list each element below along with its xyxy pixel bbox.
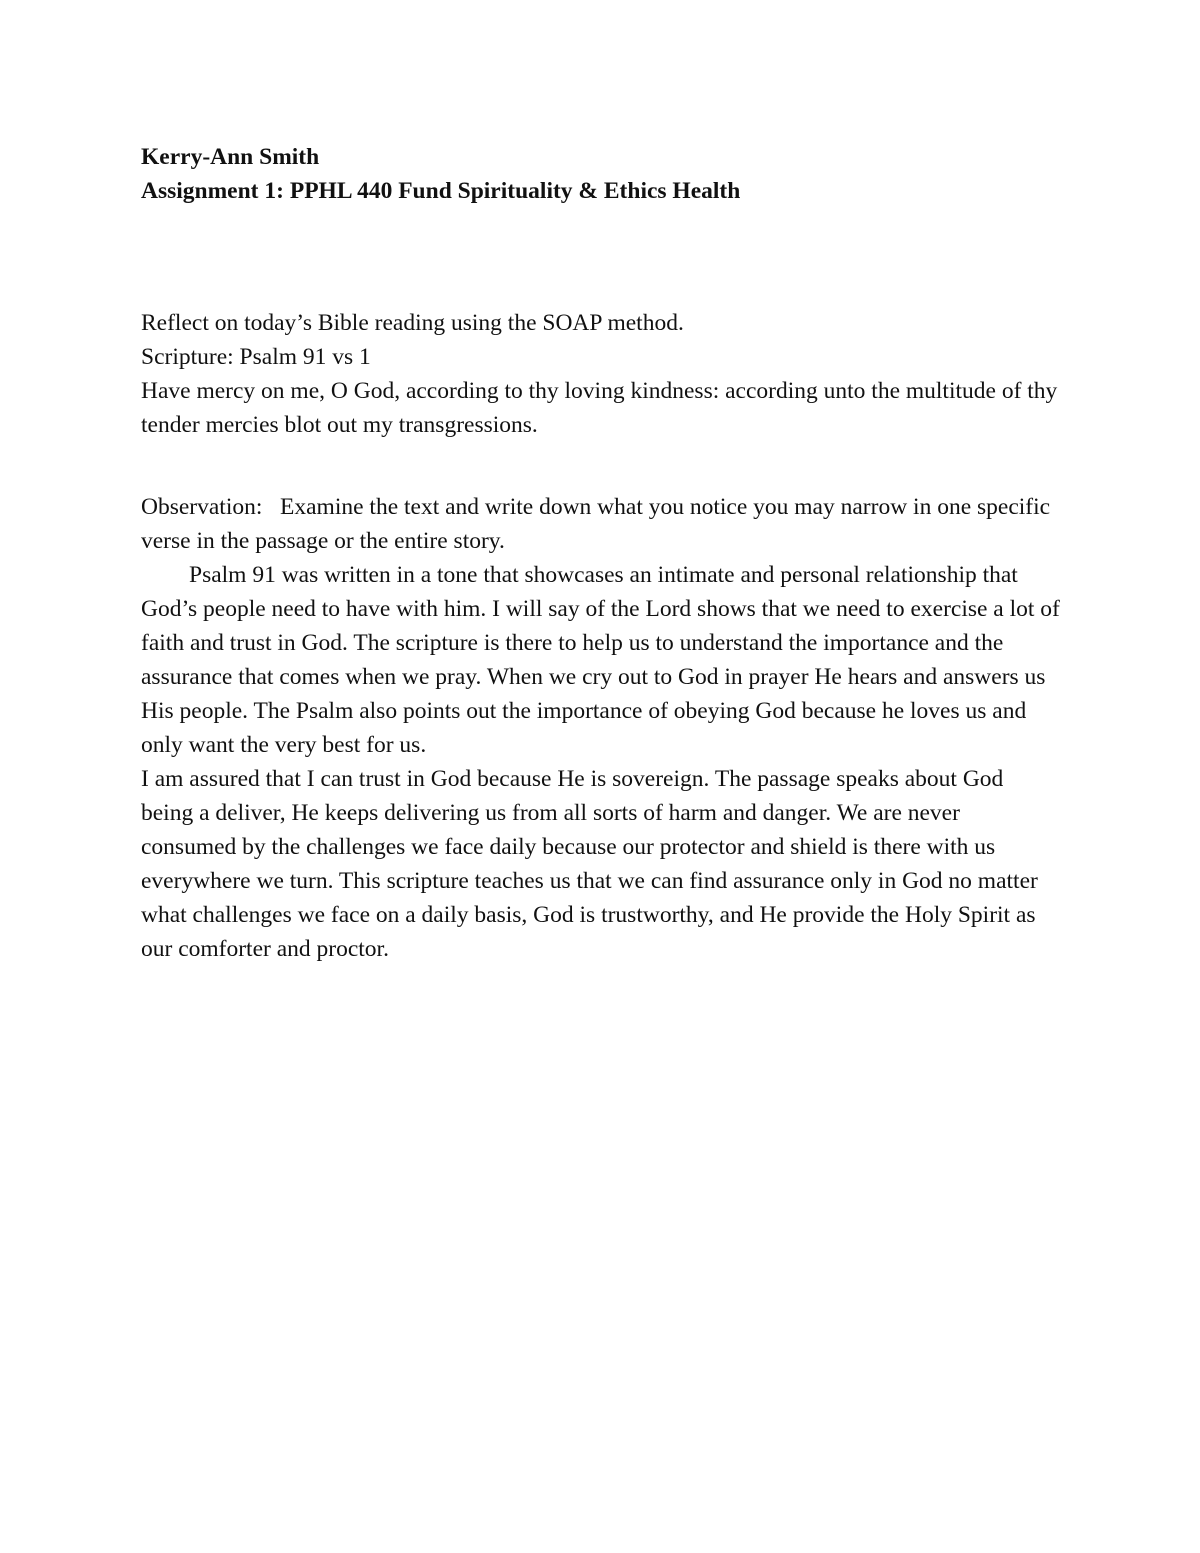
reflection-paragraph-2: I am assured that I can trust in God because He is sovereign. The passage speaks about God being a deliver, He keeps delivering us from all sorts of harm and danger. We are never consumed by the challenges we face daily because our protector and shield is there with us everywhere we turn. This scripture teaches us that we can find assurance only in God no matter what challenges we face on a daily basis, God is trustworthy, and He provide the Holy Spirit as our comforter and proctor. — [141, 766, 1038, 962]
reflection-paragraph-1: Psalm 91 was written in a tone that showcases an intimate and personal relationship that God’s people need to have with him. I will say of the Lord shows that we need to exercise a lot of faith and trust in God. The scripture is there to help us to understand the importance and the assurance that comes when we pray. When we cry out to God in prayer He hears and answers us His people. The Psalm also points out the importance of obeying God because he loves us and only want the very best for us. — [141, 562, 1060, 758]
author-name: Kerry-Ann Smith — [141, 144, 320, 170]
scripture-text: Have mercy on me, O God, according to thy loving kindness: according unto the multitude of thy tender mercies blot out my transgressions. — [141, 378, 1058, 438]
document-body — [141, 140, 1061, 966]
spacer — [141, 208, 1061, 306]
spacer — [141, 442, 1061, 490]
observation-prompt: Observation: Examine the text and write down what you notice you may narrow in one specific verse in the passage or the entire story. — [141, 494, 1056, 554]
instruction-text: Reflect on today’s Bible reading using the SOAP method. — [141, 310, 684, 336]
assignment-title: Assignment 1: PPHL 440 Fund Spirituality & Ethics Health — [141, 178, 741, 204]
scripture-reference: Scripture: Psalm 91 vs 1 — [141, 344, 371, 370]
